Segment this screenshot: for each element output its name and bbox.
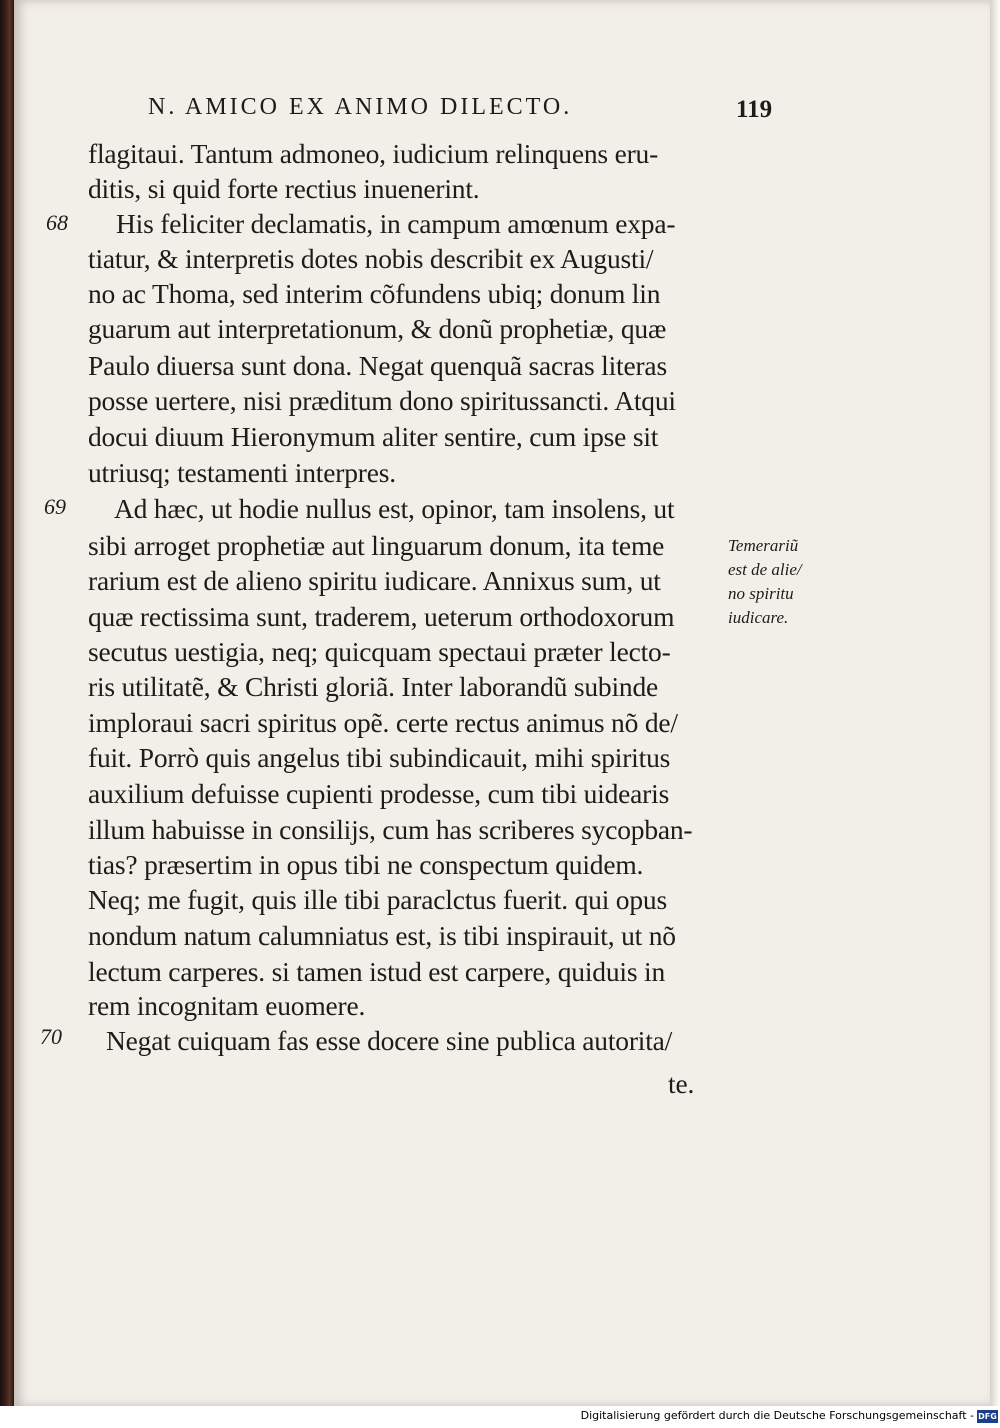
text-line: Negat cuiquam fas esse docere sine publica autorita/ — [106, 1025, 673, 1056]
text-line: no ac Thoma, sed interim cõfundens ubiq; donum lin — [88, 278, 661, 309]
text-line: quæ rectissima sunt, traderem, ueterum orthodoxorum — [88, 601, 675, 632]
text-line: utriusq; testamenti interpres. — [88, 457, 396, 488]
text-line: docui diuum Hieronymum aliter sentire, cum ipse sit — [88, 421, 659, 452]
margin-note-line: no spiritu — [728, 584, 794, 603]
text-line: sibi arroget prophetiæ aut linguarum donum, ita teme — [88, 530, 665, 561]
text-line: imploraui sacri spiritus opẽ. certe rectus animus nõ de/ — [88, 707, 678, 738]
text-line: ris utilitatẽ, & Christi gloriã. Inter laborandũ subinde — [88, 671, 659, 702]
margin-note-line: est de alie/ — [728, 560, 802, 579]
footer-credit: Digitalisierung gefördert durch die Deutsche Forschungsgemeinschaft - — [580, 1409, 974, 1422]
text-line: flagitaui. Tantum admoneo, iudicium relinquens eru- — [88, 138, 659, 169]
text-line: rarium est de alieno spiritu iudicare. Annixus sum, ut — [88, 565, 661, 596]
text-line: Paulo diuersa sunt dona. Negat quenquã sacras literas — [88, 350, 667, 381]
text-line: posse uertere, nisi præditum dono spiritussancti. Atqui — [88, 385, 676, 416]
book-binding — [0, 0, 14, 1406]
text-line: auxilium defuisse cupienti prodesse, cum tibi uidearis — [88, 778, 670, 809]
running-head: N. AMICO EX ANIMO DILECTO. — [148, 94, 573, 120]
margin-note-line: Temerariũ — [728, 536, 799, 555]
text-line: Ad hæc, ut hodie nullus est, opinor, tam insolens, ut — [114, 493, 675, 524]
footer-bar — [0, 1406, 1000, 1428]
text-line: His feliciter declamatis, in campum amœnum expa- — [116, 208, 676, 239]
text-line: tias? præsertim in opus tibi ne conspectum quidem. — [88, 849, 644, 880]
text-line: fuit. Porrò quis angelus tibi subindicauit, mihi spiritus — [88, 742, 671, 773]
text-line: nondum natum calumniatus est, is tibi inspirauit, ut nõ — [88, 920, 676, 951]
text-line: secutus uestigia, neq; quicquam spectaui præter lecto- — [88, 636, 671, 667]
text-line: illum habuisse in consilijs, cum has scriberes sycopban- — [88, 814, 693, 845]
text-line: ditis, si quid forte rectius inuenerint. — [88, 173, 480, 204]
page-number: 119 — [736, 96, 773, 123]
paragraph-number: 68 — [46, 210, 68, 235]
text-line: lectum carperes. si tamen istud est carpere, quiduis in — [88, 956, 666, 987]
catchword: te. — [668, 1068, 695, 1099]
dfg-logo-icon: DFG — [978, 1412, 997, 1421]
page-edge — [990, 0, 1000, 1406]
text-line: guarum aut interpretationum, & donũ prophetiæ, quæ — [88, 313, 667, 344]
paragraph-number: 69 — [44, 494, 66, 519]
text-line: Neq; me fugit, quis ille tibi paraclctus fuerit. qui opus — [88, 884, 667, 915]
text-line: tiatur, & interpretis dotes nobis describit ex Augusti/ — [88, 243, 654, 274]
margin-note-line: iudicare. — [728, 608, 789, 627]
text-line: rem incognitam euomere. — [88, 990, 366, 1021]
paragraph-number: 70 — [40, 1024, 62, 1049]
